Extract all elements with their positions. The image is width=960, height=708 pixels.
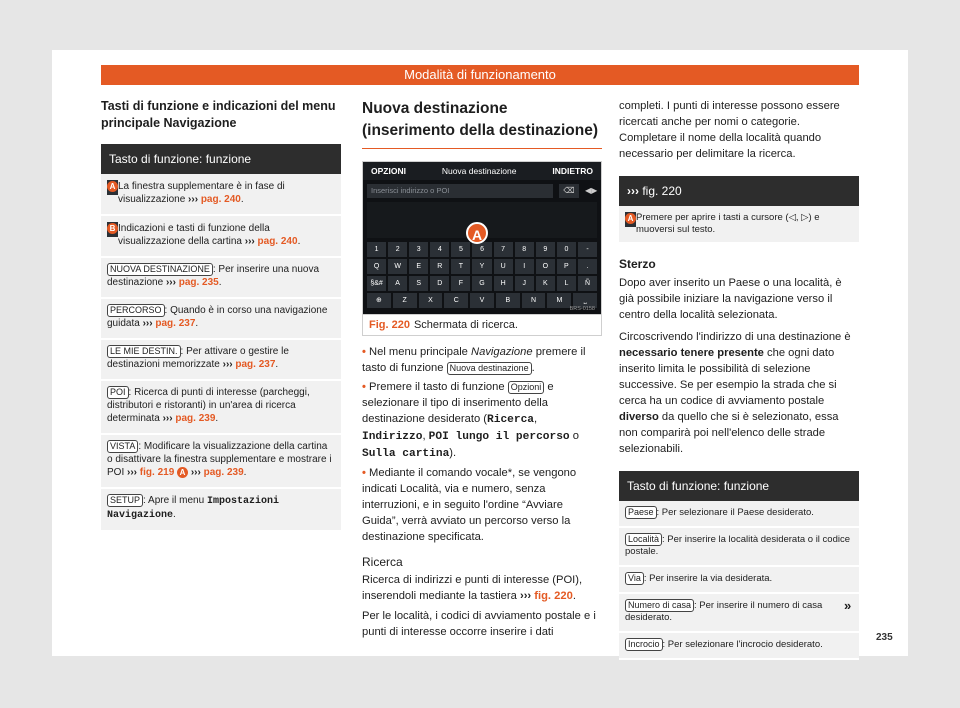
bullet-1: • Nel menu principale Navigazione premere il tasto di funzione Nuova destinazione . bbox=[362, 346, 586, 374]
setup-key: SETUP bbox=[107, 494, 143, 507]
row-text: Premere per aprire i tasti a cursore (◁, ▷) e muoversi sul testo. bbox=[636, 212, 820, 235]
keyboard-key: R bbox=[430, 259, 449, 274]
table-row: POI : Ricerca di punti di interesse (parcheggi, distributori e ristoranti) in un'area di ricerca determinata ››› pag. 239. bbox=[101, 381, 341, 435]
keyboard-key: Y bbox=[472, 259, 491, 274]
keyboard-key: B bbox=[496, 293, 520, 308]
street-key: Via bbox=[625, 572, 644, 585]
subheading-ricerca: Ricerca bbox=[362, 555, 403, 569]
keyboard-key: W bbox=[388, 259, 407, 274]
table-row: Incrocio : Per selezionare l'incrocio desiderato. bbox=[619, 633, 859, 660]
callout-a-icon: A bbox=[107, 181, 118, 192]
keyboard-key: 4 bbox=[430, 242, 449, 257]
keyboard-key: P bbox=[557, 259, 576, 274]
function-keys-table bbox=[619, 471, 859, 660]
table-row: LE MIE DESTIN. : Per attivare o gestire le destinazioni memorizzate ››› pag. 237. bbox=[101, 340, 341, 381]
keyboard-key: ⊕ bbox=[367, 293, 391, 308]
legend-table bbox=[619, 176, 859, 242]
keyboard-key: Z bbox=[393, 293, 417, 308]
keyboard-key: S bbox=[409, 276, 428, 291]
row-text: Indicazioni e tasti di funzione della visualizzazione della cartina bbox=[118, 223, 270, 247]
on-screen-keyboard bbox=[367, 242, 597, 310]
keyboard-key: D bbox=[430, 276, 449, 291]
keyboard-key: O bbox=[536, 259, 555, 274]
house-number-key: Numero di casa bbox=[625, 599, 694, 612]
subheading-sterzo: Sterzo bbox=[619, 257, 656, 271]
keyboard-key: X bbox=[419, 293, 443, 308]
bullet-2: • Premere il tasto di funzione Opzioni e selezionare il tipo di inserimento della destinazione desiderato (Ricerca, Indirizzo, POI lungo il percorso o Sulla cartina). bbox=[362, 381, 579, 460]
table-row: NUOVA DESTINAZIONE : Per inserire una nuova destinazione ››› pag. 235. bbox=[101, 258, 341, 299]
keyboard-key: L bbox=[557, 276, 576, 291]
function-keys-table bbox=[101, 144, 341, 532]
page bbox=[52, 50, 908, 656]
callout-a-icon: A bbox=[177, 467, 188, 478]
figure-number: Fig. 220 bbox=[369, 319, 410, 331]
route-key: PERCORSO bbox=[107, 304, 165, 317]
section-header: Modalità di funzionamento bbox=[101, 65, 859, 85]
menu-name: Impostazioni Navigazione bbox=[107, 496, 279, 521]
nav-screen-image bbox=[363, 162, 601, 314]
keyboard-key: K bbox=[536, 276, 555, 291]
keyboard-key: §&# bbox=[367, 276, 386, 291]
bullet-3: • Mediante il comando vocale*, se vengono indicati Località, via e numero, senza interruzioni, e in seguito l'ordine “Avviare Guida”, verrà avviato un percorso verso la destinazione specificata. bbox=[362, 467, 577, 543]
keyboard-key: Ñ bbox=[578, 276, 597, 291]
callout-a-icon: A bbox=[466, 222, 488, 244]
locality-key: Località bbox=[625, 533, 662, 546]
keyboard-key: 2 bbox=[388, 242, 407, 257]
keyboard-key: M bbox=[547, 293, 571, 308]
table-header: ››› fig. 220 bbox=[619, 176, 859, 206]
screen-title: Nuova destinazione bbox=[441, 166, 517, 176]
page-number: 235 bbox=[876, 632, 893, 643]
keyboard-key: J bbox=[515, 276, 534, 291]
keyboard-key: 9 bbox=[536, 242, 555, 257]
table-header: Tasto di funzione: funzione bbox=[101, 144, 341, 174]
table-row: Via : Per inserire la via desiderata. bbox=[619, 567, 859, 594]
keyboard-key: 0 bbox=[557, 242, 576, 257]
new-destination-key: Nuova destinazione bbox=[447, 362, 532, 375]
figure-220 bbox=[362, 161, 602, 336]
view-key: VISTA bbox=[107, 440, 138, 453]
continue-mark: » bbox=[844, 598, 852, 613]
page-ref-link[interactable]: pag. 237 bbox=[155, 318, 196, 329]
paragraph: Dopo aver inserito un Paese o una località, è già possibile iniziare la navigazione verso il centro della località selezionata. bbox=[619, 277, 842, 321]
figure-ref-link[interactable]: fig. 220 bbox=[534, 590, 573, 602]
keyboard-key: 7 bbox=[494, 242, 513, 257]
callout-b-icon: B bbox=[107, 223, 118, 234]
keyboard-key: V bbox=[470, 293, 494, 308]
page-ref-link[interactable]: pag. 237 bbox=[235, 359, 276, 370]
cursor-arrows-icon: ◀▶ bbox=[585, 186, 598, 195]
my-destinations-key: LE MIE DESTIN. bbox=[107, 345, 181, 358]
keyboard-key: ⎵ bbox=[573, 293, 597, 308]
new-destination-key: NUOVA DESTINAZIONE bbox=[107, 263, 213, 276]
right-column bbox=[619, 98, 859, 660]
callout-a-icon: A bbox=[625, 213, 636, 224]
page-ref-link[interactable]: pag. 239 bbox=[175, 413, 216, 424]
keyboard-key: C bbox=[444, 293, 468, 308]
table-row: SETUP : Apre il menu Impostazioni Navigazione. bbox=[101, 489, 341, 532]
page-ref-link[interactable]: pag. 235 bbox=[178, 277, 219, 288]
keyboard-key: . bbox=[578, 259, 597, 274]
keyboard-key: 8 bbox=[515, 242, 534, 257]
caption-text: Schermata di ricerca. bbox=[413, 319, 518, 331]
table-header: Tasto di funzione: funzione bbox=[619, 471, 859, 501]
function-keys-column bbox=[101, 98, 341, 532]
table-row: B Indicazioni e tasti di funzione della visualizzazione della cartina ››› pag. 240. bbox=[101, 216, 341, 258]
screen-top-bar bbox=[363, 162, 601, 180]
keyboard-key: E bbox=[409, 259, 428, 274]
keyboard-key: G bbox=[472, 276, 491, 291]
page-ref-link[interactable]: pag. 239 bbox=[203, 467, 244, 478]
keyboard-key: 1 bbox=[367, 242, 386, 257]
image-code: BRS-0158 bbox=[569, 306, 595, 312]
keyboard-key: 3 bbox=[409, 242, 428, 257]
intersection-key: Incrocio bbox=[625, 638, 663, 651]
table-row bbox=[619, 206, 859, 242]
backspace-icon: ⌫ bbox=[559, 184, 579, 198]
figure-caption bbox=[363, 314, 601, 335]
back-tab: INDIETRO bbox=[552, 166, 593, 176]
col1-heading: Tasti di funzione e indicazioni del menu principale Navigazione bbox=[101, 99, 336, 130]
keyboard-key: N bbox=[522, 293, 546, 308]
country-key: Paese bbox=[625, 506, 657, 519]
keyboard-key: 5 bbox=[451, 242, 470, 257]
table-row: PERCORSO : Quando è in corso una navigazione guidata ››› pag. 237. bbox=[101, 299, 341, 340]
paragraph: Per le località, i codici di avviamento postale e i punti di interesse occorre inserire i dati bbox=[362, 610, 596, 638]
keyboard-key: A bbox=[388, 276, 407, 291]
keyboard-key: F bbox=[451, 276, 470, 291]
table-row: Paese : Per selezionare il Paese desiderato. bbox=[619, 501, 859, 528]
table-row: Numero di casa : Per inserire il numero di casa desiderato. bbox=[619, 594, 859, 633]
new-destination-column bbox=[362, 98, 602, 640]
figure-ref-link[interactable]: fig. 219 bbox=[139, 467, 175, 478]
poi-key: POI bbox=[107, 386, 129, 399]
keyboard-key: T bbox=[451, 259, 470, 274]
table-row: VISTA : Modificare la visualizzazione della cartina o disattivare la finestra supplementare e mostrare i POI ››› fig. 219 A ››› pag. 239. bbox=[101, 435, 341, 489]
table-row: Località : Per inserire la località desiderata o il codice postale. bbox=[619, 528, 859, 567]
keyboard-key: - bbox=[578, 242, 597, 257]
address-input: Inserisci indirizzo o POI bbox=[367, 184, 553, 198]
options-key: Opzioni bbox=[508, 381, 545, 394]
paragraph: completi. I punti di interesse possono essere ricercati anche per nomi o categorie. Completare il nome della località quando necessario per delimitare la ricerca. bbox=[619, 100, 840, 160]
keyboard-key: I bbox=[515, 259, 534, 274]
ricerca-paragraph: Ricerca di indirizzi e punti di interesse (POI), inserendoli mediante la tastiera ››› fig. 220. bbox=[362, 574, 583, 602]
page-ref-link[interactable]: pag. 240 bbox=[200, 194, 241, 205]
options-tab: OPZIONI bbox=[371, 166, 406, 176]
keyboard-key: Q bbox=[367, 259, 386, 274]
keyboard-key: H bbox=[494, 276, 513, 291]
keyboard-key: 6 bbox=[472, 242, 491, 257]
row-text: La finestra supplementare è in fase di visualizzazione bbox=[118, 181, 285, 205]
paragraph: Circoscrivendo l'indirizzo di una destinazione è necessario tenere presente che ogni dato inserito limita le possibilità di selezione successive. Se per esempio la strada che si cerca ha un codice di avviamento postale diverso da quello che si è selezionato, essa non comparirà poi nell'elenco delle strade selezionabili. bbox=[619, 331, 851, 455]
keyboard-key: U bbox=[494, 259, 513, 274]
section-title: Nuova destinazione (inserimento della destinazione) bbox=[362, 98, 602, 149]
page-ref-link[interactable]: pag. 240 bbox=[257, 236, 298, 247]
table-row: A La finestra supplementare è in fase di visualizzazione ››› pag. 240. bbox=[101, 174, 341, 216]
